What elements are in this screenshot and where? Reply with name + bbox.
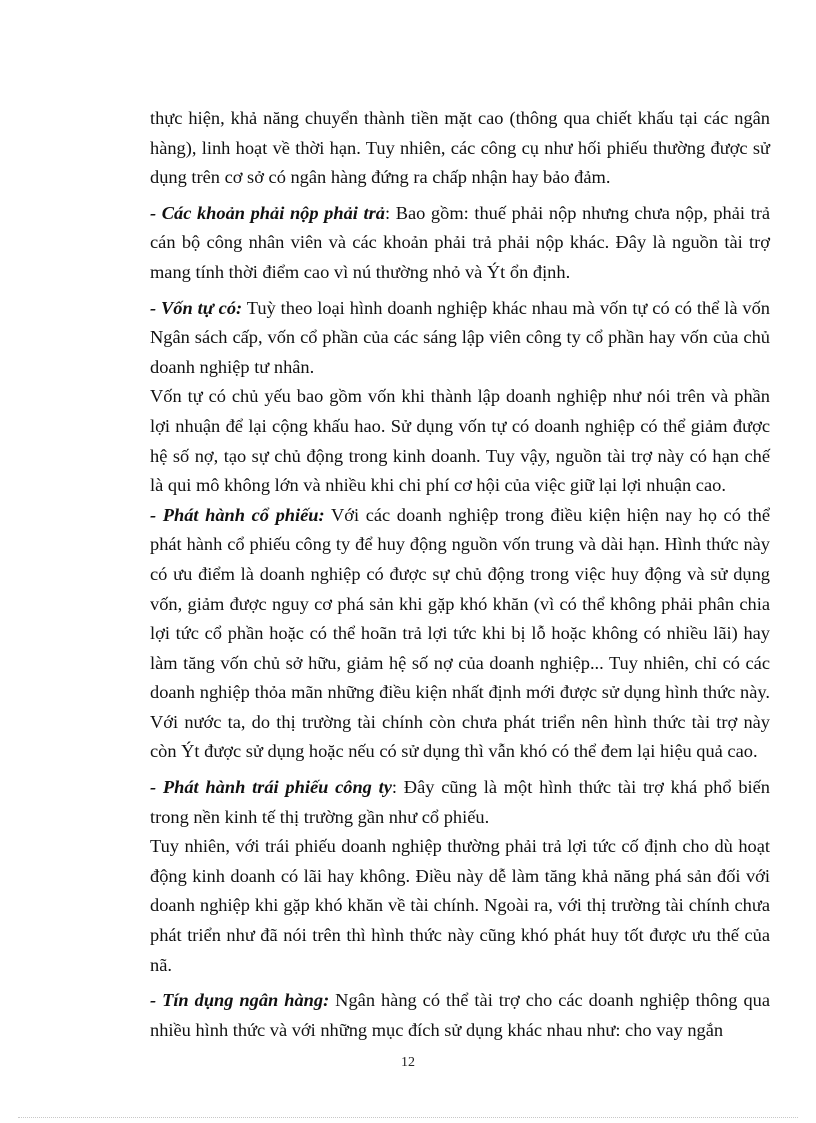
body-text xyxy=(150,104,770,1045)
page-number: 12 xyxy=(401,1055,415,1070)
paragraph-5-lead: - Phát hành cổ phiếu: xyxy=(150,504,325,525)
paragraph-7-text: Tuy nhiên, với trái phiếu doanh nghiệp thường phải trả lợi tức cố định cho dù hoạt động kinh doanh có lãi hay không. Điều này dễ làm tăng khả năng phá sản đối với doanh nghiệp khi gặp khó khăn về tài chính. Ngoài ra, với thị trường tài chính chưa phát triển như đã nói trên thì hình thức này cũng khó phát huy tốt được ưu thế của nã. xyxy=(150,836,770,975)
paragraph-2-lead: - Các khoản phải nộp phải trả xyxy=(150,202,385,223)
paragraph-7 xyxy=(150,832,770,980)
paragraph-1-text: thực hiện, khả năng chuyển thành tiền mặt cao (thông qua chiết khấu tại các ngân hàng), linh hoạt về thời hạn. Tuy nhiên, các công cụ như hối phiếu thường được sử dụng trên cơ sở có ngân hàng đứng ra chấp nhận hay bảo đảm. xyxy=(150,108,770,188)
paragraph-3-text: Tuỳ theo loại hình doanh nghiệp khác nhau mà vốn tự có có thể là vốn Ngân sách cấp, vốn cổ phần của các sáng lập viên công ty cổ phần hay vốn của chủ doanh nghiệp tư nhân. xyxy=(150,297,771,377)
paragraph-1 xyxy=(150,104,770,193)
paragraph-6-lead: - Phát hành trái phiếu công ty xyxy=(150,777,392,798)
paragraph-8 xyxy=(150,986,770,1045)
paragraph-2-text: : Bao gồm: thuế phải nộp nhưng chưa nộp, phải trả cán bộ công nhân viên và các khoản phải trả phải nộp khác. Đây là nguồn tài trợ mang tính thời điểm cao vì nú thường nhỏ và Ýt ổn định. xyxy=(150,202,770,282)
paragraph-3 xyxy=(150,294,770,383)
paragraph-8-text: Ngân hàng có thể tài trợ cho các doanh nghiệp thông qua nhiều hình thức và với những mục đích sử dụng khác nhau như: cho vay ngắn xyxy=(150,990,770,1040)
paragraph-2 xyxy=(150,199,770,288)
paragraph-6-text: : Đây cũng là một hình thức tài trợ khá phổ biến trong nền kinh tế thị trường gần như cổ phiếu. xyxy=(150,777,770,827)
paragraph-3-lead: - Vốn tự có: xyxy=(150,297,243,318)
paragraph-6 xyxy=(150,773,770,832)
paragraph-8-lead: - Tín dụng ngân hàng: xyxy=(150,990,330,1011)
paragraph-5 xyxy=(150,501,770,767)
paragraph-4 xyxy=(150,382,770,500)
paragraph-4-text: Vốn tự có chủ yếu bao gồm vốn khi thành lập doanh nghiệp như nói trên và phần lợi nhuận để lại cộng khấu hao. Sử dụng vốn tự có doanh nghiệp có thể giảm được hệ số nợ, tạo sự chủ động trong kinh doanh. Tuy vậy, nguồn tài trợ này có hạn chế là qui mô không lớn và nhiều khi chi phí cơ hội của việc giữ lại lợi nhuận cao. xyxy=(150,386,770,496)
footer-divider xyxy=(18,1117,798,1118)
paragraph-5-text: Với các doanh nghiệp trong điều kiện hiện nay họ có thể phát hành cổ phiếu công ty để huy động nguồn vốn trung và dài hạn. Hình thức này có ưu điểm là doanh nghiệp có được sự chủ động trong việc huy động và sử dụng vốn, giảm được nguy cơ phá sản khi gặp khó khăn (vì có thể không phải phân chia lợi tức cổ phần hoặc có thể hoãn trả lợi tức khi bị lỗ hoặc không có nhiều lãi) hay làm tăng vốn chủ sở hữu, giảm hệ số nợ của doanh nghiệp... Tuy nhiên, chỉ có các doanh nghiệp thỏa mãn những điều kiện nhất định mới được sử dụng hình thức này. Với nước ta, do thị trường tài chính còn chưa phát triển nên hình thức tài trợ này còn Ýt được sử dụng hoặc nếu có sử dụng thì vẫn khó có thể đem lại hiệu quả cao. xyxy=(150,504,770,762)
